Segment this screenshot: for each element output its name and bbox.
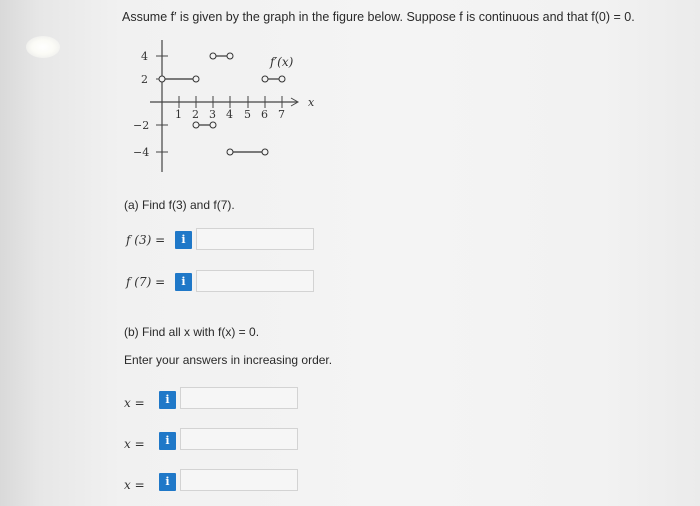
x3-info-icon[interactable]: i <box>159 473 176 491</box>
x-tick-label-6: 6 <box>261 108 268 121</box>
curve-label: f′(x) <box>270 55 294 69</box>
f3-info-icon[interactable]: i <box>175 231 192 249</box>
segment-y1 <box>262 76 285 82</box>
x-tick-label-2: 2 <box>192 108 199 121</box>
segment-y4 <box>210 53 233 59</box>
y-tick-label-2: 2 <box>141 73 148 86</box>
x2-label: x = <box>124 437 145 451</box>
part-a-prompt: (a) Find f(3) and f(7). <box>124 198 235 212</box>
f3-answer-input[interactable] <box>196 228 314 250</box>
x-tick-label-4: 4 <box>226 108 233 121</box>
y-tick-label-neg4: −4 <box>133 146 150 159</box>
f7-label: f (7) = <box>126 275 166 289</box>
x-tick-label-3: 3 <box>209 108 216 121</box>
x2-info-icon[interactable]: i <box>159 432 176 450</box>
segment-yneg2 <box>193 122 216 128</box>
y-tick-label-4: 4 <box>141 50 148 63</box>
x-axis-label: x <box>308 96 315 109</box>
x1-label: x = <box>124 396 145 410</box>
x1-info-icon[interactable]: i <box>159 391 176 409</box>
x2-answer-input[interactable] <box>180 428 298 450</box>
f3-label: f (3) = <box>126 233 166 247</box>
x3-label: x = <box>124 478 145 492</box>
x-tick-label-1: 1 <box>175 108 182 121</box>
segment-y2 <box>159 76 199 82</box>
problem-statement: Assume f′ is given by the graph in the figure below. Suppose f is continuous and that f(0) = 0. <box>122 10 635 24</box>
f7-info-icon[interactable]: i <box>175 273 192 291</box>
x1-answer-input[interactable] <box>180 387 298 409</box>
x3-answer-input[interactable] <box>180 469 298 491</box>
x-tick-label-5: 5 <box>244 108 251 121</box>
part-b-instruction: Enter your answers in increasing order. <box>124 353 333 367</box>
f7-answer-input[interactable] <box>196 270 314 292</box>
x-tick-label-7: 7 <box>278 108 285 121</box>
part-b-prompt: (b) Find all x with f(x) = 0. <box>124 325 260 339</box>
segment-yneg4 <box>227 149 268 155</box>
y-tick-label-neg2: −2 <box>133 119 150 132</box>
